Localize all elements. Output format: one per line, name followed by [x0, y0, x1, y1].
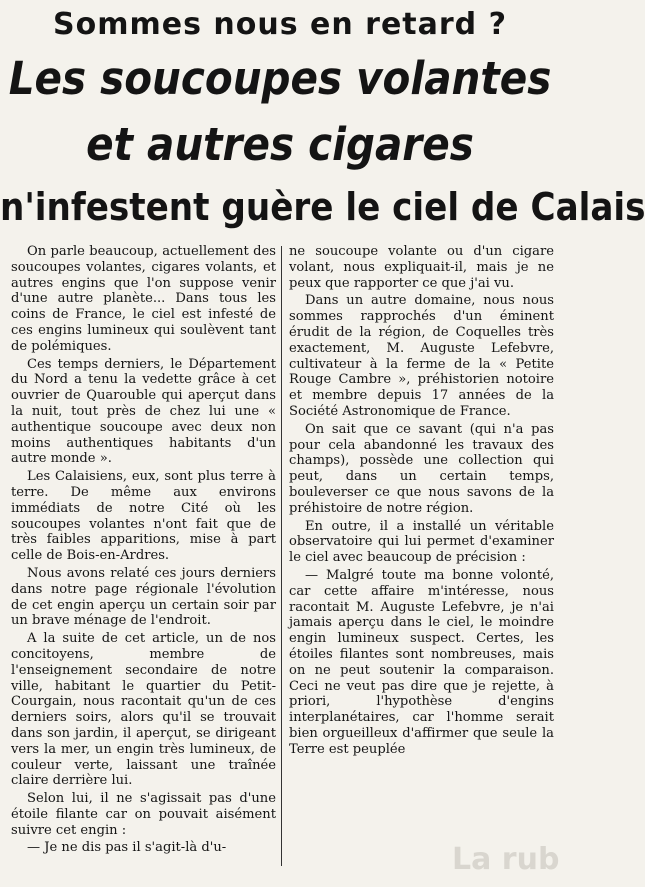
paragraph: Selon lui, il ne s'agissait pas d'une étoile filante car on pouvait aisément suivre cet engin : — [11, 791, 276, 838]
headline-line-2: et autres cigares — [86, 118, 474, 171]
paragraph: Nous avons relaté ces jours derniers dans notre page régionale l'évolution de cet engin aperçu un certain soir par un brave ménage de l'endroit. — [11, 565, 276, 629]
paragraph: On parle beaucoup, actuellement des soucoupes volantes, cigares volants, et autres engins que l'on suppose venir d'une autre planète... Dans tous les coins de France, le ciel est infesté de ces engins lumineux qui soulèvent tant de polémiques. — [11, 244, 276, 354]
paragraph: — Malgré toute ma bonne volonté, car cette affaire m'intéresse, nous racontait M. Auguste Lefebvre, je n'ai jamais aperçu dans le ciel, le moindre engin lumineux suspect. Certes, les étoiles filantes sont nombreuses, mais on ne peut soutenir la comparaison. Ceci ne veut pas dire que je rejette, à priori, l'hypothèse d'engins interplanétaires, car l'homme serait bien orgueilleux d'affirmer que seule la Terre est peuplée — [289, 567, 554, 757]
watermark: La rub — [452, 842, 560, 877]
paragraph: Les Calaisiens, eux, sont plus terre à terre. De même aux environs immédiats de notre Cité où les soucoupes volantes n'ont fait que de très faibles apparitions, mise à part celle de Bois-en-Ardres. — [11, 469, 276, 564]
kicker-title: Sommes nous en retard ? — [52, 7, 507, 42]
headline-line-3: n'infestent guère le ciel de Calais — [0, 185, 645, 229]
article-column-right — [289, 244, 554, 884]
paragraph: A la suite de cet article, un de nos concitoyens, membre de l'enseignement secondaire de notre ville, habitant le quartier du Petit-Courgain, nous racontait qu'un de ces derniers soirs, alors qu'il se trouvait dans son jardin, il aperçut, se dirigeant vers la mer, un engin très lumineux, de couleur verte, laissant une traînée claire derrière lui. — [11, 631, 276, 789]
paragraph: En outre, il a installé un véritable observatoire qui lui permet d'examiner le ciel avec beaucoup de précision : — [289, 518, 554, 566]
paragraph: Ces temps derniers, le Département du Nord a tenu la vedette grâce à cet ouvrier de Quarouble qui aperçut dans la nuit, tout près de chez lui une « authentique soucoupe avec deux non moins authentiques habitants d'un autre monde ». — [11, 356, 276, 467]
paragraph: Dans un autre domaine, nous nous sommes rapprochés d'un éminent érudit de la région, de Coquelles très exactement, M. Auguste Lefebvre, cultivateur à la ferme de la « Petite Rouge Cambre », préhistorien notoire et membre depuis 17 années de la Société Astronomique de France. — [289, 293, 554, 419]
paragraph: ne soucoupe volante ou d'un cigare volant, nous expliquait-il, mais je ne peux que rapporter ce que j'ai vu. — [289, 244, 554, 291]
article-column-left — [11, 244, 276, 884]
paragraph: On sait que ce savant (qui n'a pas pour cela abandonné les travaux des champs), possède une collection qui peut, dans un certain temps, bouleverser ce que nous savons de la préhistoire de notre région. — [289, 421, 554, 516]
headline-line-1: Les soucoupes volantes — [8, 52, 552, 105]
paragraph: — Je ne dis pas il s'agit-là d'u- — [27, 840, 227, 856]
column-divider — [281, 246, 282, 866]
